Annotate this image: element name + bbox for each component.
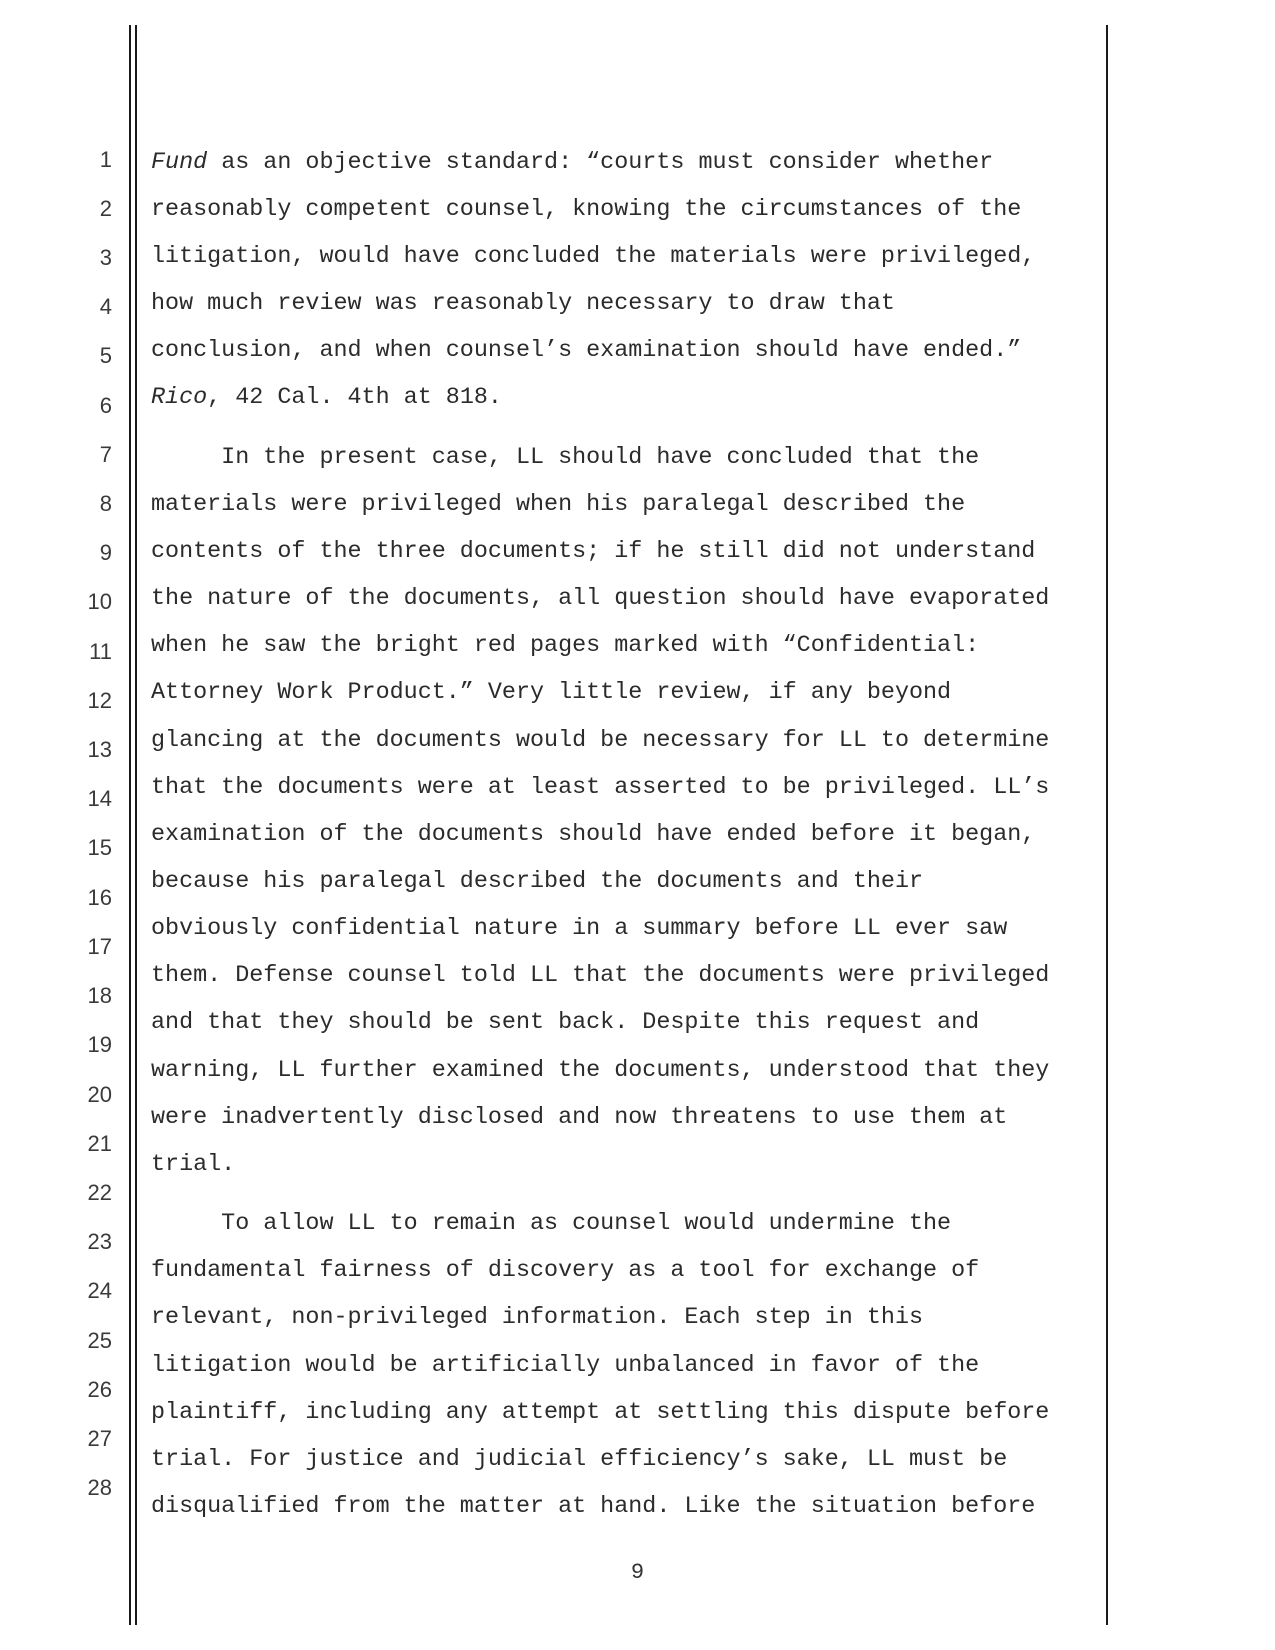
text-line: contents of the three documents; if he still did not understand [151, 539, 1036, 565]
line-number: 2 [99, 196, 112, 221]
left-margin-rule-inner [135, 25, 137, 1625]
line-number: 13 [87, 737, 112, 762]
text-line: relevant, non-privileged information. Each step in this [151, 1305, 924, 1331]
case-citation-italic: Fund [151, 150, 208, 176]
text-line: In the present case, LL should have concluded that the [151, 445, 980, 471]
line-number: 26 [87, 1377, 112, 1402]
left-margin-rule-outer [129, 25, 131, 1625]
text-line: them. Defense counsel told LL that the documents were privileged [151, 963, 1050, 989]
line-number: 18 [87, 983, 112, 1008]
line-number: 7 [99, 442, 112, 467]
line-number: 21 [87, 1131, 112, 1156]
line-number: 10 [87, 589, 112, 614]
line-number: 25 [87, 1328, 112, 1353]
text-line: glancing at the documents would be necessary for LL to determine [151, 728, 1050, 754]
line-number: 11 [89, 639, 112, 664]
text-line: fundamental fairness of discovery as a tool for exchange of [151, 1258, 980, 1284]
line-number: 5 [99, 343, 112, 368]
line-number: 14 [87, 786, 112, 811]
line-number: 16 [87, 885, 112, 910]
line-number: 23 [87, 1229, 112, 1254]
text-line: To allow LL to remain as counsel would undermine the [151, 1211, 952, 1237]
line-number: 4 [99, 294, 112, 319]
line-number: 17 [87, 934, 112, 959]
text-line: litigation would be artificially unbalanced in favor of the [151, 1353, 980, 1379]
page-number: 9 [630, 1560, 645, 1585]
line-number: 19 [87, 1032, 112, 1057]
text-line [151, 383, 502, 413]
line-number: 12 [87, 688, 112, 713]
text-line: obviously confidential nature in a summary before LL ever saw [151, 916, 1008, 942]
line-number: 9 [99, 540, 112, 565]
text-line: that the documents were at least asserted to be privileged. LL’s [151, 775, 1050, 801]
text-line: were inadvertently disclosed and now threatens to use them at [151, 1105, 1008, 1131]
text-line: trial. [151, 1152, 236, 1178]
text-line: conclusion, and when counsel’s examination should have ended.” [151, 338, 1022, 364]
text-line-content: , 42 Cal. 4th at 818. [207, 385, 502, 411]
text-line: trial. For justice and judicial efficiency’s sake, LL must be [151, 1447, 1008, 1473]
line-number: 1 [99, 147, 112, 172]
line-number-column [0, 0, 126, 1650]
text-line: reasonably competent counsel, knowing the circumstances of the [151, 197, 1022, 223]
text-line: litigation, would have concluded the materials were privileged, [151, 244, 1036, 270]
text-line: plaintiff, including any attempt at settling this dispute before [151, 1400, 1050, 1426]
line-number: 6 [99, 393, 112, 418]
text-line: the nature of the documents, all question should have evaporated [151, 586, 1050, 612]
line-number: 22 [87, 1180, 112, 1205]
text-line: warning, LL further examined the documents, understood that they [151, 1058, 1050, 1084]
text-line: disqualified from the matter at hand. Like the situation before [151, 1494, 1036, 1520]
line-number: 27 [87, 1426, 112, 1451]
text-line: when he saw the bright red pages marked with “Confidential: [151, 633, 980, 659]
line-number: 24 [87, 1278, 112, 1303]
right-margin-rule [1106, 25, 1108, 1625]
text-line: and that they should be sent back. Despite this request and [151, 1010, 980, 1036]
text-line: Attorney Work Product.” Very little review, if any beyond [151, 680, 952, 706]
text-line-content: as an objective standard: “courts must consider whether [207, 150, 994, 176]
text-line: materials were privileged when his paralegal described the [151, 492, 966, 518]
line-number: 8 [99, 491, 112, 516]
line-number: 3 [99, 245, 112, 270]
text-line: because his paralegal described the documents and their [151, 869, 924, 895]
text-line: examination of the documents should have ended before it began, [151, 822, 1036, 848]
line-number: 15 [87, 835, 112, 860]
line-number: 20 [87, 1082, 112, 1107]
text-line: how much review was reasonably necessary to draw that [151, 291, 895, 317]
text-line [151, 148, 993, 178]
line-number: 28 [87, 1475, 112, 1500]
case-citation-italic: Rico [151, 385, 208, 411]
